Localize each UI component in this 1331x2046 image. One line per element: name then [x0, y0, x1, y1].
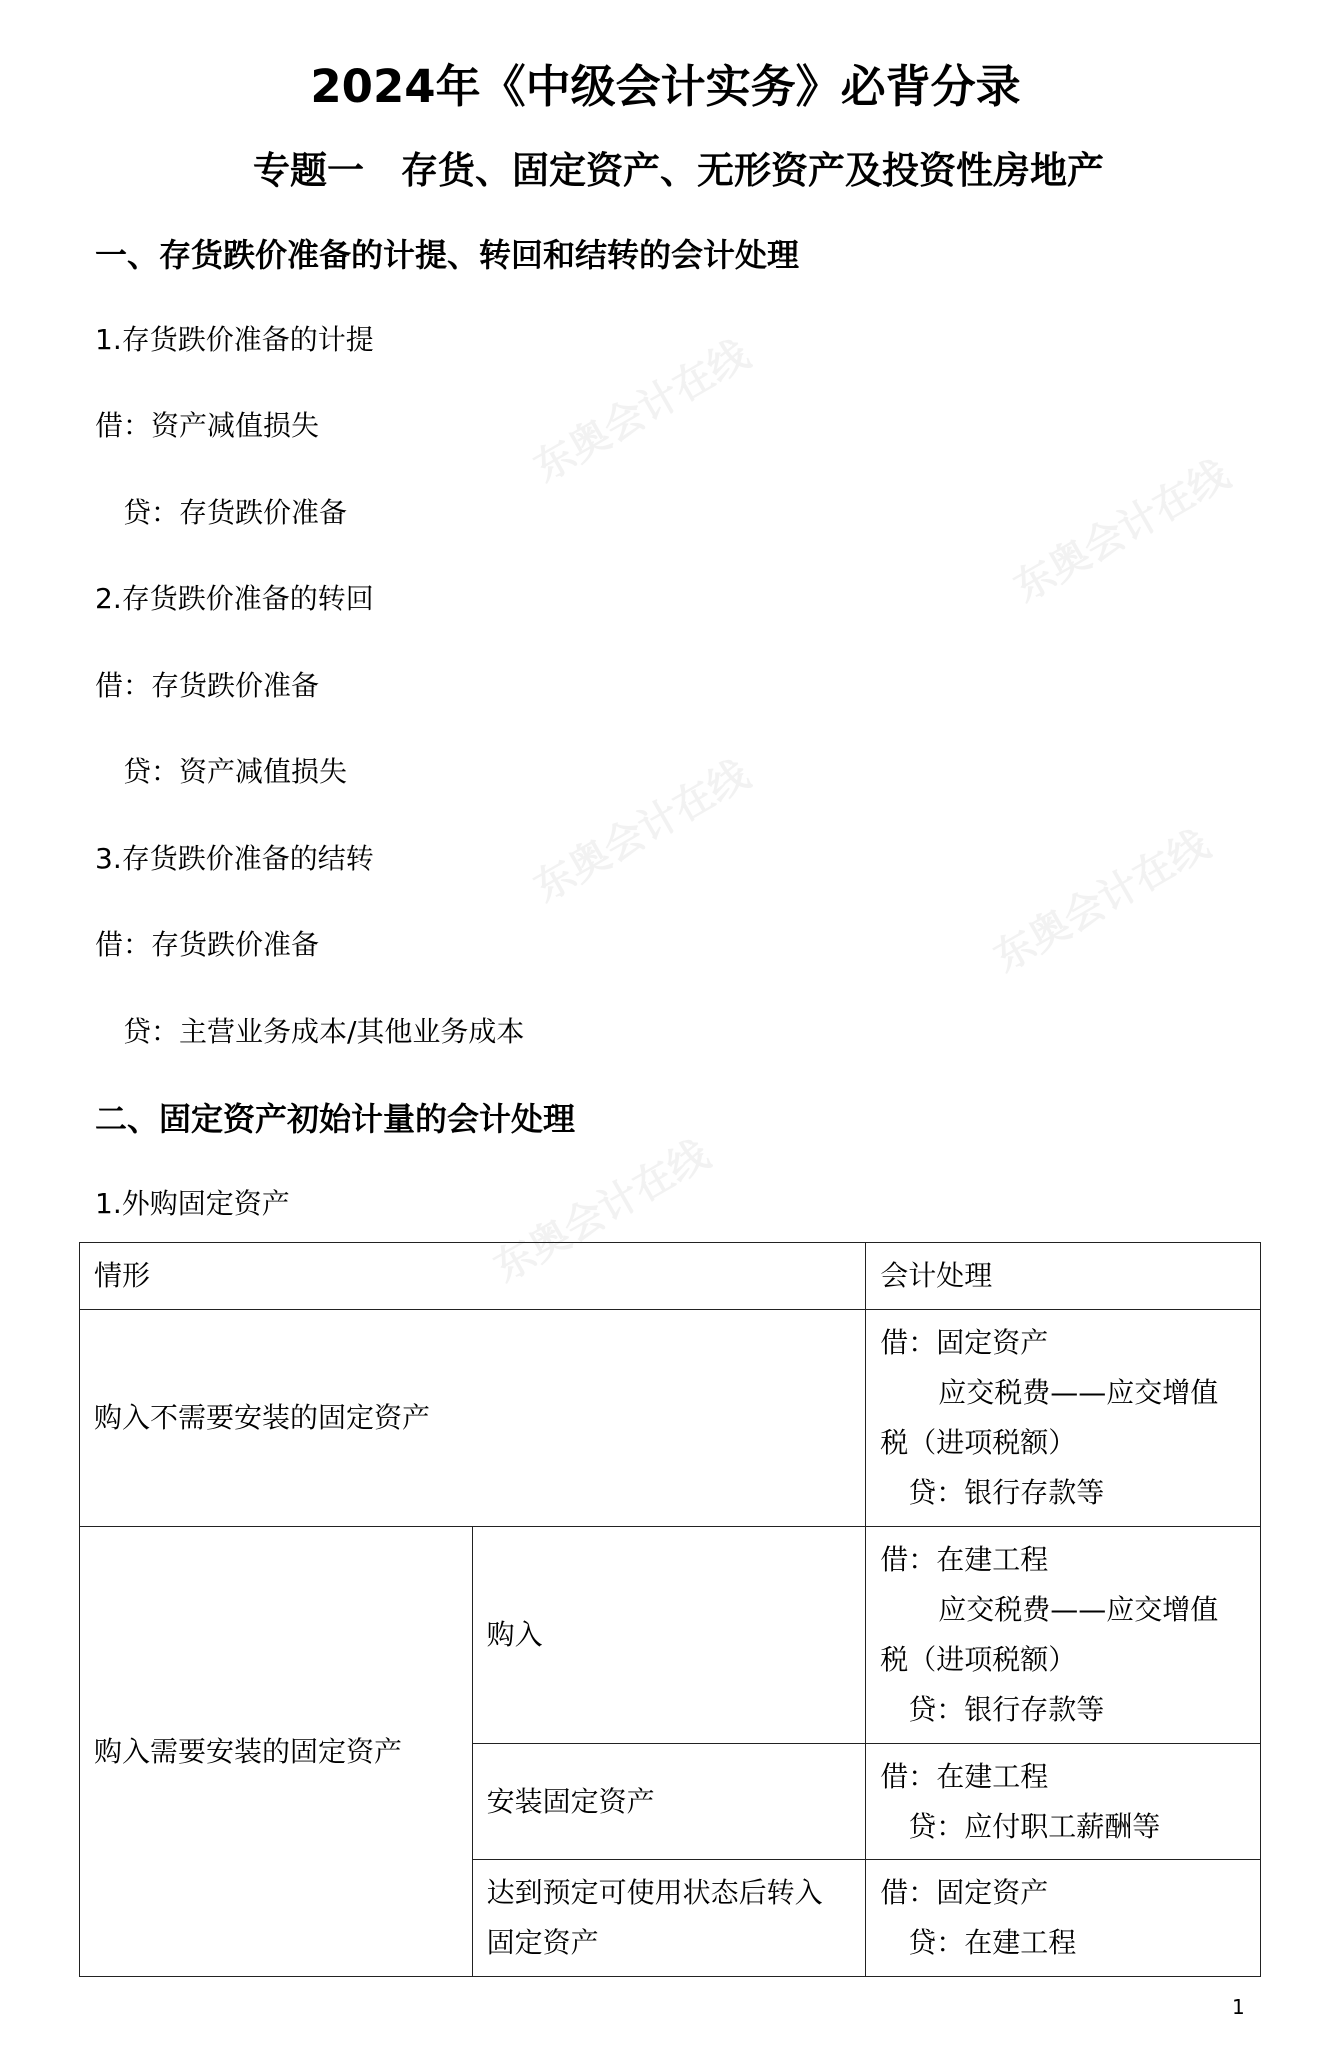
watermark: 东奥会计在线 — [1006, 451, 1238, 612]
watermark: 东奥会计在线 — [986, 821, 1218, 982]
watermark: 东奥会计在线 — [526, 751, 758, 912]
case-cell — [472, 1860, 866, 1977]
entry-cell — [866, 1744, 1261, 1860]
table-header-row — [80, 1243, 1261, 1310]
entry-line: 税（进项税额） — [880, 1426, 1077, 1459]
header-case: 情形 — [80, 1243, 866, 1310]
debit-line: 借：存货跌价准备 — [95, 928, 320, 961]
credit-line: 贷：存货跌价准备 — [123, 496, 348, 529]
fixed-asset-table — [79, 1242, 1261, 1977]
sub-heading: 2.存货跌价准备的转回 — [95, 582, 374, 615]
entry-line: 借：在建工程 — [880, 1543, 1049, 1576]
header-entry: 会计处理 — [866, 1243, 1261, 1310]
case-cell: 安装固定资产 — [472, 1744, 866, 1860]
sub-heading: 3.存货跌价准备的结转 — [95, 842, 374, 875]
entry-line: 贷：应付职工薪酬等 — [908, 1809, 1161, 1843]
entry-line: 贷：银行存款等 — [908, 1693, 1105, 1726]
case-cell: 购入不需要安装的固定资产 — [80, 1310, 866, 1527]
entry-line: 应交税费——应交增值 — [938, 1593, 1219, 1626]
watermark: 东奥会计在线 — [526, 331, 758, 492]
entry-line: 借：固定资产 — [880, 1326, 1049, 1359]
entry-line: 应交税费——应交增值 — [938, 1376, 1219, 1409]
group-case-cell: 购入需要安装的固定资产 — [80, 1527, 473, 1977]
section-heading-1: 一、存货跌价准备的计提、转回和结转的会计处理 — [95, 236, 800, 274]
table-row — [80, 1527, 1261, 1744]
entry-line: 税（进项税额） — [880, 1643, 1077, 1676]
sub-heading: 1.外购固定资产 — [95, 1187, 290, 1220]
case-line: 达到预定可使用状态后转入 — [486, 1876, 823, 1909]
table-row — [80, 1310, 1261, 1527]
entry-line: 借：固定资产 — [880, 1876, 1049, 1909]
debit-line: 借：资产减值损失 — [95, 409, 320, 442]
entry-line: 贷：银行存款等 — [908, 1476, 1105, 1509]
credit-line: 贷：资产减值损失 — [123, 755, 348, 788]
entry-cell — [866, 1310, 1261, 1527]
page-title: 2024年《中级会计实务》必背分录 — [310, 60, 1021, 113]
section-heading-2: 二、固定资产初始计量的会计处理 — [95, 1100, 576, 1138]
entry-cell — [866, 1527, 1261, 1744]
watermark: 东奥会计在线 — [486, 1131, 718, 1292]
sub-heading: 1.存货跌价准备的计提 — [95, 323, 374, 356]
entry-line: 贷：在建工程 — [908, 1926, 1077, 1959]
topic-subtitle: 专题一 存货、固定资产、无形资产及投资性房地产 — [253, 149, 1104, 192]
entry-cell — [866, 1860, 1261, 1977]
page-number: 1 — [1232, 1995, 1245, 2019]
entry-line: 借：在建工程 — [880, 1759, 1049, 1793]
case-cell: 购入 — [472, 1527, 866, 1744]
credit-line: 贷：主营业务成本/其他业务成本 — [123, 1015, 525, 1048]
case-line: 固定资产 — [486, 1926, 599, 1959]
debit-line: 借：存货跌价准备 — [95, 669, 320, 702]
